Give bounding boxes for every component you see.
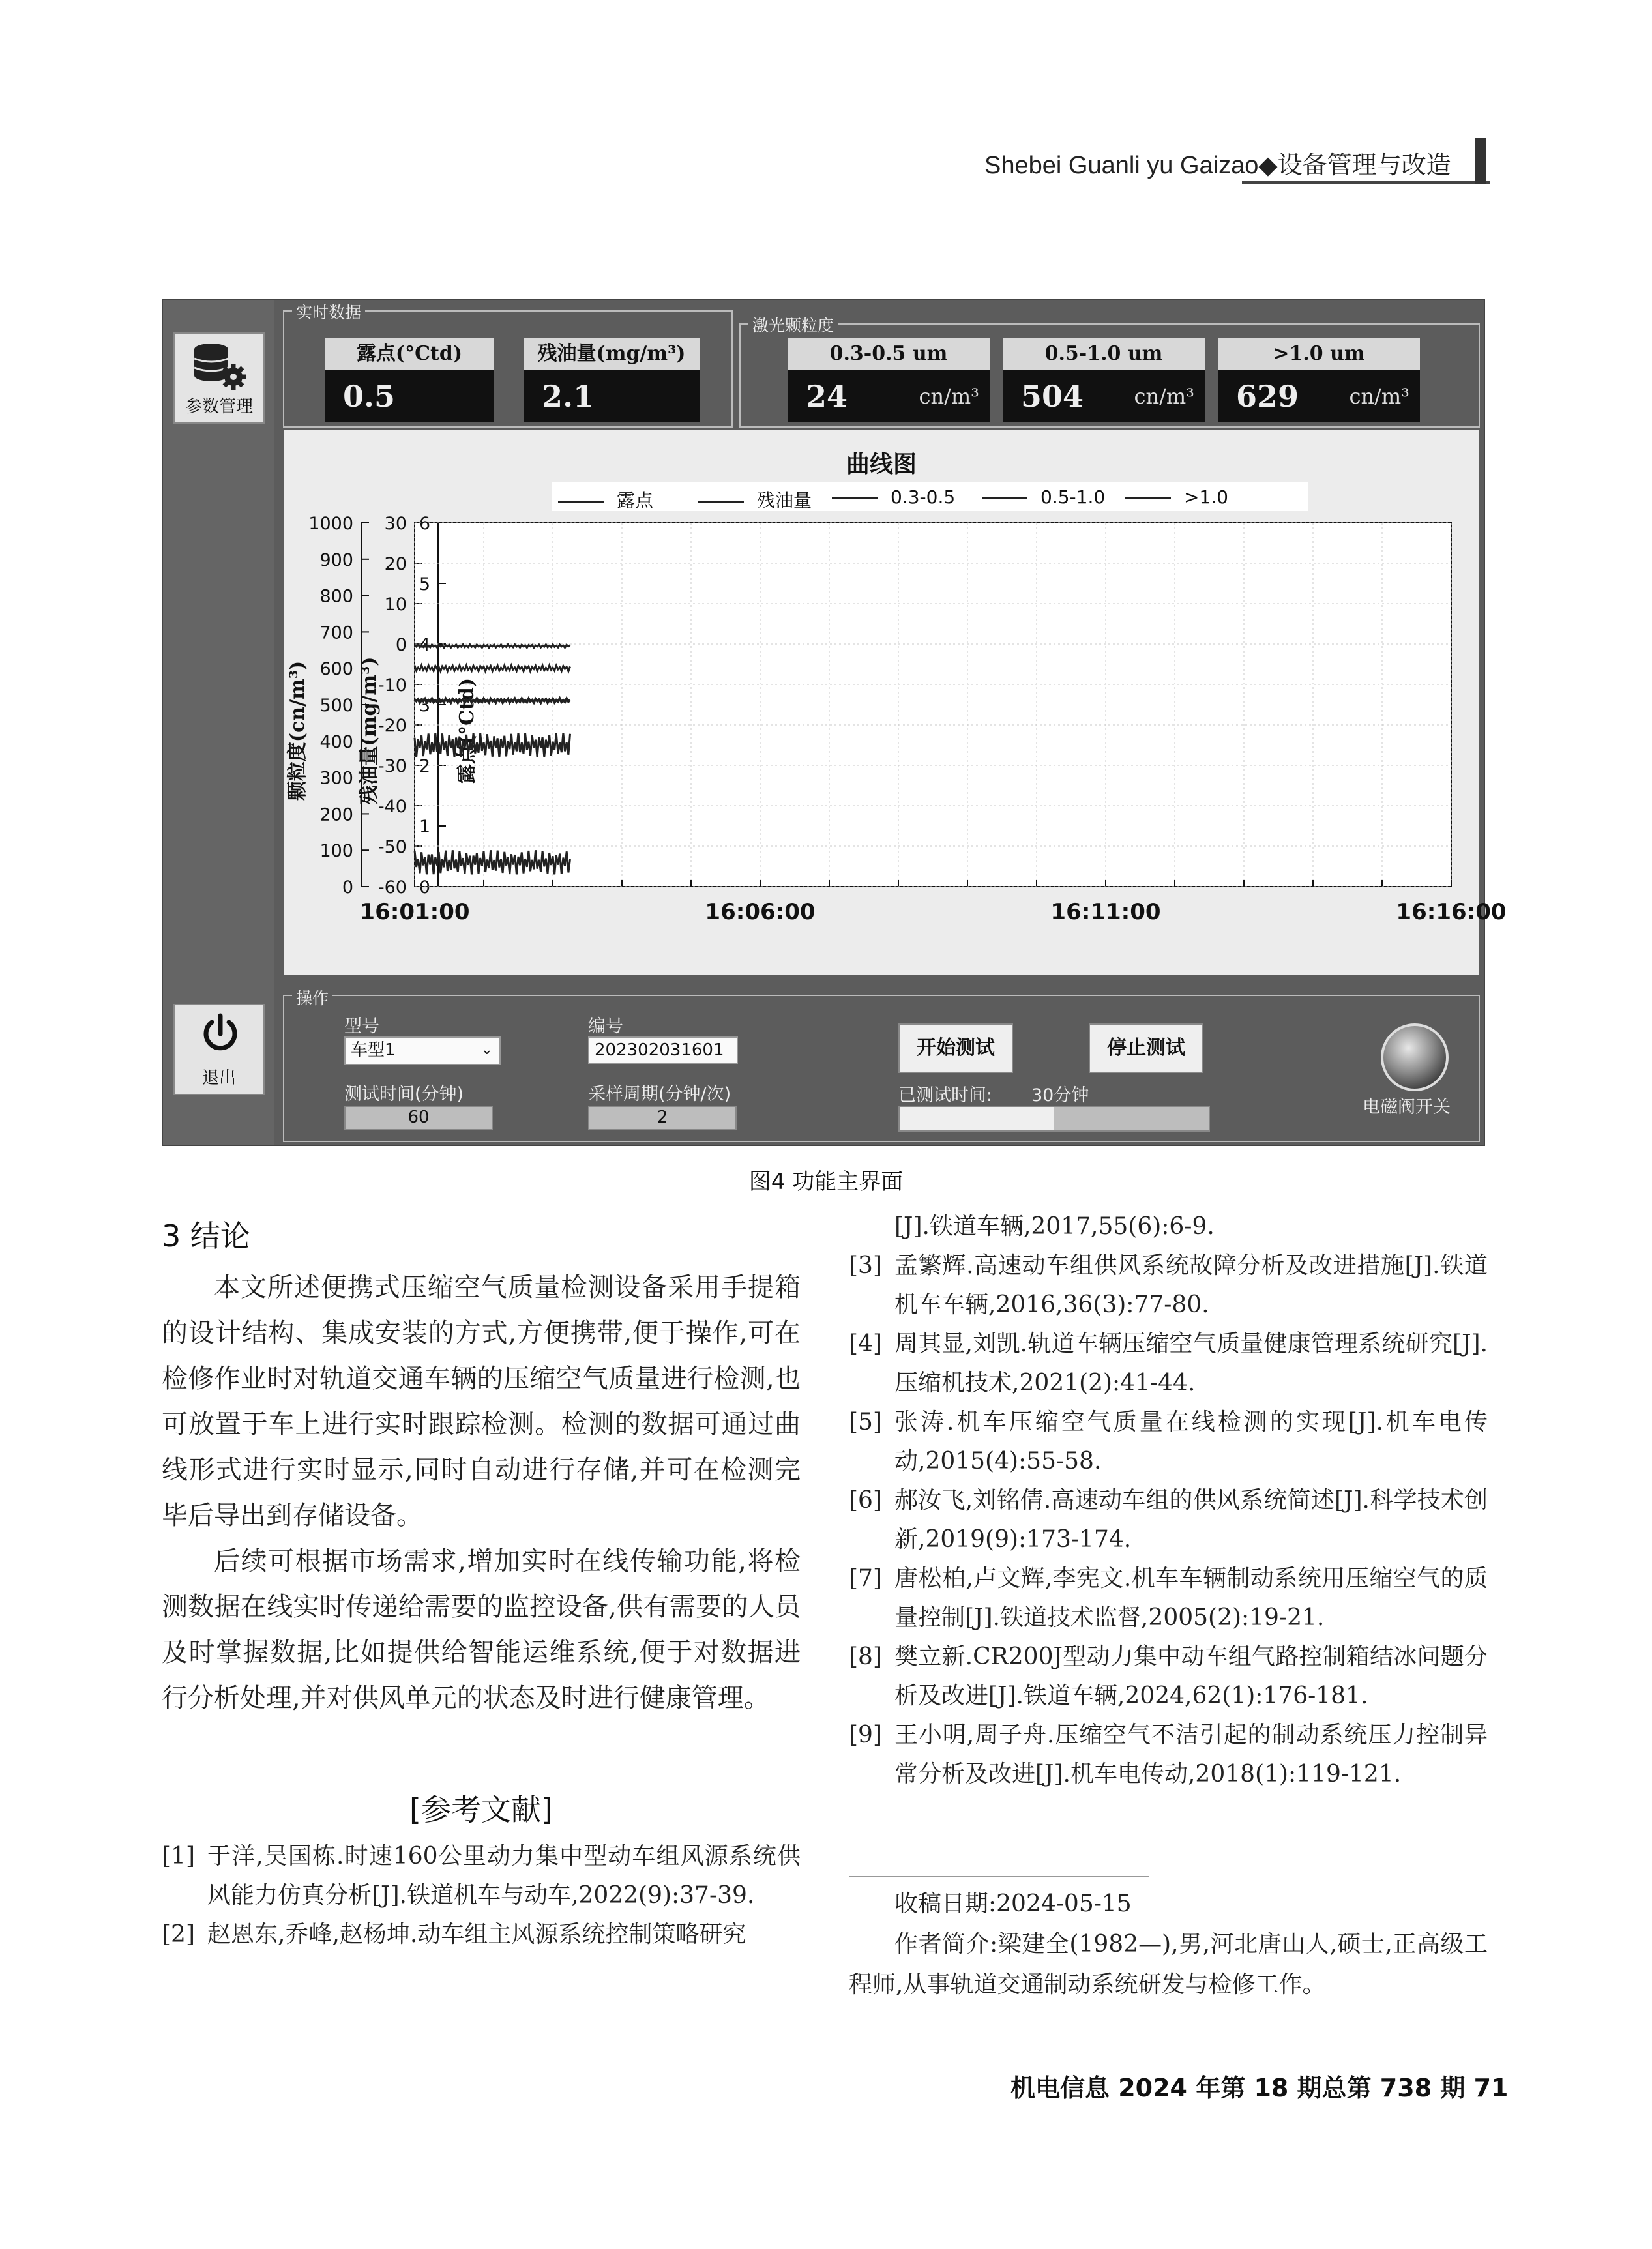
serial-input[interactable]: 202302031601 [588,1036,738,1064]
y-tick-label: 600 [319,659,353,680]
operation-group-label: 操作 [292,986,332,1009]
exit-label: 退出 [201,1068,236,1088]
y-tick-label: 1000 [308,514,353,534]
y-tick-label: 30 [384,514,407,534]
x-tick-label: 16:06:00 [705,899,816,925]
reference-text: 郝汝飞,刘铭倩.高速动车组的供风系统简述[J].科学技术创新,2019(9):173-174. [894,1487,1488,1553]
model-select[interactable] [344,1036,501,1065]
article-meta [849,1884,1488,2005]
power-icon [198,1010,243,1056]
y-tick-label: 300 [319,768,353,789]
y-tick-label: 900 [319,550,353,570]
reference-item [849,1481,1488,1559]
laser-group-label: 激光颗粒度 [748,313,838,336]
y-tick-label: 5 [419,574,430,595]
y-tick-label: 700 [319,623,353,643]
y-tick-label: 3 [419,696,430,716]
reference-item [849,1325,1488,1403]
running-head: Shebei Guanli yu Gaizao◆设备管理与改造 [984,152,1451,179]
exit-button[interactable] [173,1004,265,1095]
reference-item [162,1837,801,1915]
app-screenshot [162,299,1507,1146]
main-panel [279,300,1507,1145]
y-tick-label: 1 [419,817,430,837]
y-tick-label: 10 [384,595,407,615]
particle-bin-2-unit: cn/m³ [1134,384,1194,409]
chart-title: 曲线图 [846,451,917,478]
reference-number: [4] [849,1330,882,1357]
legend-swatch [832,497,878,499]
y-tick-label: 100 [319,841,353,862]
chart-svg [284,430,1507,975]
serial-label: 编号 [588,1016,623,1036]
reference-number: [1] [162,1843,195,1870]
body-paragraph: 本文所述便携式压缩空气质量检测设备采用手提箱的设计结构、集成安装的方式,方便携带,便于操作,可在检修作业时对轨道交通车辆的压缩空气质量进行检测,也可放置于车上进行实时跟踪检测。检测的数据可通过曲线形式进行实时显示,同时自动进行存储,并可在检测完毕后导出到存储设备。 [162,1272,801,1531]
y-tick-label: 6 [419,514,430,534]
y-tick-label: -30 [377,756,407,776]
legend-item [558,486,653,512]
particle-bin-1-value: 24 [788,370,990,422]
reference-number: [9] [849,1722,882,1748]
y-tick-label: 0 [419,877,430,898]
reference-item [849,1559,1488,1638]
legend-item [698,486,812,512]
database-gear-icon [190,340,249,392]
y-tick-label: 500 [319,696,353,716]
reference-item [849,1638,1488,1716]
reference-item [849,1716,1488,1794]
model-select-value: 车型1 [351,1040,396,1060]
reference-number: [8] [849,1643,882,1670]
reference-number: [6] [849,1487,882,1514]
test-time-label: 测试时间(分钟) [344,1084,464,1104]
y-axis-label: 露点(°Ctd) [456,677,479,784]
reference-item [849,1246,1488,1325]
param-manage-label: 参数管理 [184,397,253,417]
particle-bin-1 [788,338,990,422]
y-tick-label: 0 [395,635,407,655]
sample-period-label: 采样周期(分钟/次) [588,1084,731,1104]
legend-label: 残油量 [757,490,812,511]
particle-bin-3-unit: cn/m³ [1349,384,1409,409]
dew-point-label: 露点(°Ctd) [325,338,494,370]
references-left [162,1837,801,1954]
legend-swatch [982,497,1027,499]
body-paragraph: 后续可根据市场需求,增加实时在线传输功能,将检测数据在线实时传递给需要的监控设备,供有需要的人员及时掌握数据,比如提供给智能运维系统,便于对数据进行分析处理,并对供风单元的状态及时进行健康管理。 [162,1546,801,1713]
model-label: 型号 [344,1016,379,1036]
reference-number: [5] [849,1409,882,1435]
valve-indicator[interactable] [1381,1023,1449,1091]
chart-panel [284,430,1507,975]
reference-text: 张涛.机车压缩空气质量在线检测的实现[J].机车电传动,2015(4):55-58. [894,1409,1488,1475]
chevron-down-icon: ⌄ [480,1042,493,1058]
y-axis-label: 颗粒度(cn/m³) [286,660,309,801]
y-tick-label: 20 [384,554,407,574]
elapsed-progress [898,1106,1210,1132]
oil-value: 2.1 [524,370,700,422]
header-rule [1242,181,1490,184]
particle-bin-1-unit: cn/m³ [919,384,979,409]
figure-caption: 图4 功能主界面 [748,1169,904,1195]
start-test-button[interactable]: 开始测试 [898,1023,1013,1073]
legend-item [1125,486,1228,508]
reference-text: 于洋,吴国栋.时速160公里动力集中型动车组风源系统供风能力仿真分析[J].铁道机车与动车,2022(9):37-39. [207,1843,801,1909]
stop-test-button[interactable]: 停止测试 [1089,1023,1203,1073]
particle-bin-2-label: 0.5-1.0 um [1003,338,1205,370]
particle-bin-3-value: 629 [1218,370,1420,422]
y-axis-label: 残油量(mg/m³) [358,656,381,805]
elapsed-value: 30分钟 [1031,1085,1089,1106]
particle-bin-3 [1218,338,1420,422]
legend-label: 0.5-1.0 [1040,486,1106,508]
side-toolbar [163,300,274,1145]
legend-swatch [1125,497,1171,499]
test-time-field[interactable]: 60 [344,1106,493,1130]
header-bar [1475,138,1486,184]
sample-period-field[interactable]: 2 [588,1106,737,1130]
footnote-separator [849,1876,1149,1877]
legend-label: 0.3-0.5 [891,486,956,508]
y-tick-label: -10 [377,675,407,696]
legend-swatch [558,501,604,503]
dew-point-value: 0.5 [325,370,494,422]
particle-bin-2-value: 504 [1003,370,1205,422]
legend-item [982,486,1105,508]
reference-text: 孟繁辉.高速动车组供风系统故障分析及改进措施[J].铁道机车车辆,2016,36(3):77-80. [894,1252,1488,1318]
x-tick-label: 16:01:00 [359,899,470,925]
legend-item [832,486,955,508]
reference-number: [3] [849,1252,882,1279]
param-manage-button[interactable] [173,332,265,424]
chart-legend [552,482,1308,511]
dew-point-readout [325,338,494,422]
reference-text: 王小明,周子舟.压缩空气不洁引起的制动系统压力控制异常分析及改进[J].机车电传动,2018(1):119-121. [894,1722,1488,1787]
y-tick-label: -20 [377,716,407,736]
particle-bin-1-label: 0.3-0.5 um [788,338,990,370]
reference-number: [7] [849,1565,882,1592]
references-right [849,1207,1488,1794]
y-tick-label: 0 [342,877,353,898]
oil-label: 残油量(mg/m³) [524,338,700,370]
elapsed-progress-fill [900,1107,1054,1130]
x-tick-label: 16:11:00 [1050,899,1161,925]
reference-text: 唐松柏,卢文辉,李宪文.机车车辆制动系统用压缩空气的质量控制[J].铁道技术监督,2005(2):19-21. [894,1565,1488,1631]
y-tick-label: -60 [377,877,407,898]
reference-item [162,1915,801,1954]
reference-text: 周其显,刘凯.轨道车辆压缩空气质量健康管理系统研究[J].压缩机技术,2021(2):41-44. [894,1330,1488,1396]
x-tick-label: 16:16:00 [1396,899,1507,925]
particle-bin-3-label: >1.0 um [1218,338,1420,370]
legend-swatch [698,501,744,503]
y-tick-label: 200 [319,804,353,825]
reference-number: [2] [162,1921,195,1948]
section-heading: 3 结论 [162,1218,250,1254]
reference-text: [J].铁道车辆,2017,55(6):6-9. [894,1213,1215,1240]
reference-text: 樊立新.CR200J型动力集中动车组气路控制箱结冰问题分析及改进[J].铁道车辆,2024,62(1):176-181. [894,1643,1488,1709]
elapsed-label: 已测试时间: [898,1085,993,1106]
body-text [162,1265,801,1721]
legend-label: 露点 [617,490,654,511]
y-tick-label: -40 [377,797,407,817]
reference-item [849,1403,1488,1481]
series-line-3 [415,699,570,703]
y-tick-label: -50 [377,837,407,857]
reference-continuation [849,1207,1488,1246]
valve-label: 电磁阀开关 [1363,1097,1451,1117]
y-tick-label: 800 [319,586,353,607]
y-tick-label: 2 [419,756,430,776]
y-tick-label: 4 [419,635,430,655]
oil-readout [524,338,700,422]
received-date: 收稿日期:2024-05-15 [894,1890,1132,1917]
realtime-group-label: 实时数据 [292,300,365,323]
author-bio: 作者简介:梁建全(1982—),男,河北唐山人,硕士,正高级工程师,从事轨道交通制动系统研发与检修工作。 [849,1931,1488,1998]
plot-area [415,523,1451,887]
reference-text: 赵恩东,乔峰,赵杨坤.动车组主风源系统控制策略研究 [207,1921,746,1948]
page-footer: 机电信息 2024 年第 18 期总第 738 期 71 [1010,2074,1509,2102]
particle-bin-2 [1003,338,1205,422]
references-heading: [参考文献] [409,1792,553,1827]
legend-label: >1.0 [1184,486,1228,508]
y-tick-label: 400 [319,731,353,752]
